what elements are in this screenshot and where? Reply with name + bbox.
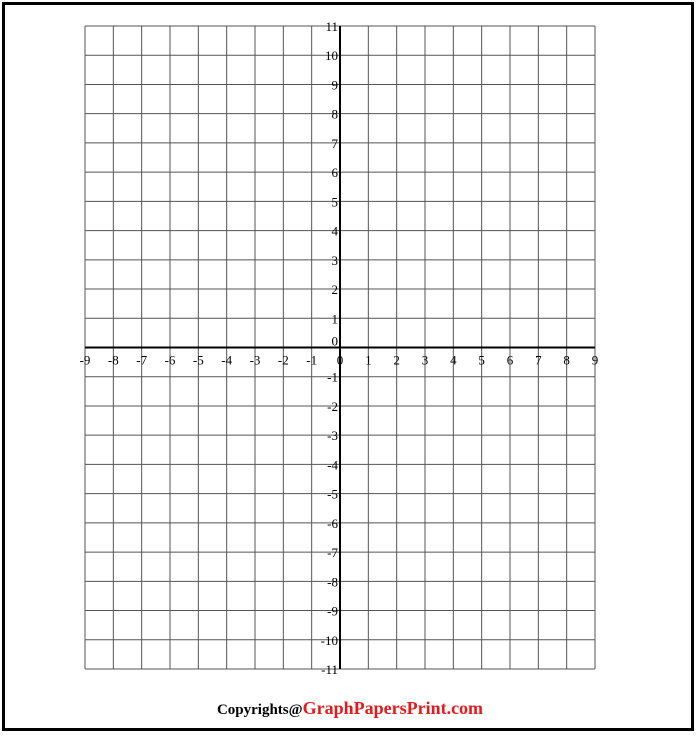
y-tick-label: -11 xyxy=(321,662,338,677)
x-tick-label: -3 xyxy=(249,352,261,368)
y-tick-label: 0 xyxy=(331,333,338,349)
y-tick-label: -2 xyxy=(327,398,338,414)
copyright-footer xyxy=(0,698,700,719)
x-tick-label: 6 xyxy=(506,352,514,368)
y-tick-label: 2 xyxy=(331,282,338,298)
y-tick-label: -4 xyxy=(327,457,338,473)
x-tick-label: -7 xyxy=(136,352,148,368)
y-tick-label: -5 xyxy=(327,486,338,502)
x-tick-label: -1 xyxy=(306,352,318,368)
y-tick-label: 5 xyxy=(331,194,338,210)
y-tick-label: -3 xyxy=(327,428,338,444)
x-tick-label: 2 xyxy=(393,352,400,368)
y-tick-label: 8 xyxy=(331,106,338,122)
y-tick-label: 1 xyxy=(331,311,338,327)
y-tick-label: -1 xyxy=(327,369,338,385)
y-tick-label: 10 xyxy=(325,48,338,64)
x-tick-label: -2 xyxy=(277,352,289,368)
site-name: GraphPapersPrint.com xyxy=(302,698,484,718)
y-tick-label: 4 xyxy=(331,223,338,239)
y-tick-label: 6 xyxy=(331,165,338,181)
y-tick-label: 7 xyxy=(331,135,338,151)
x-tick-label: -6 xyxy=(164,352,176,368)
y-tick-label: -6 xyxy=(327,515,338,531)
x-tick-label: 8 xyxy=(563,352,570,368)
y-tick-label: 11 xyxy=(325,19,338,34)
x-tick-label: -9 xyxy=(79,352,91,368)
axes xyxy=(85,26,595,669)
x-tick-label: 1 xyxy=(365,352,372,368)
x-tick-label: -4 xyxy=(221,352,233,368)
x-tick-labels xyxy=(80,353,599,368)
x-tick-label: 4 xyxy=(450,352,457,368)
x-tick-label: 3 xyxy=(421,352,429,368)
y-tick-label: -9 xyxy=(327,603,338,619)
x-tick-label: 5 xyxy=(478,352,485,368)
x-tick-label: 7 xyxy=(535,352,542,368)
y-tick-label: 9 xyxy=(331,77,338,93)
x-tick-label: -8 xyxy=(107,352,119,368)
y-tick-label: -7 xyxy=(327,545,338,561)
x-tick-label: 0 xyxy=(336,352,344,368)
y-tick-label: -10 xyxy=(320,632,338,648)
x-tick-label: -5 xyxy=(192,352,204,368)
copyright-prefix: Copyrights@ xyxy=(216,702,303,718)
y-tick-label: 3 xyxy=(331,252,338,268)
x-tick-label: 9 xyxy=(591,352,599,368)
y-tick-label: -8 xyxy=(327,574,338,590)
